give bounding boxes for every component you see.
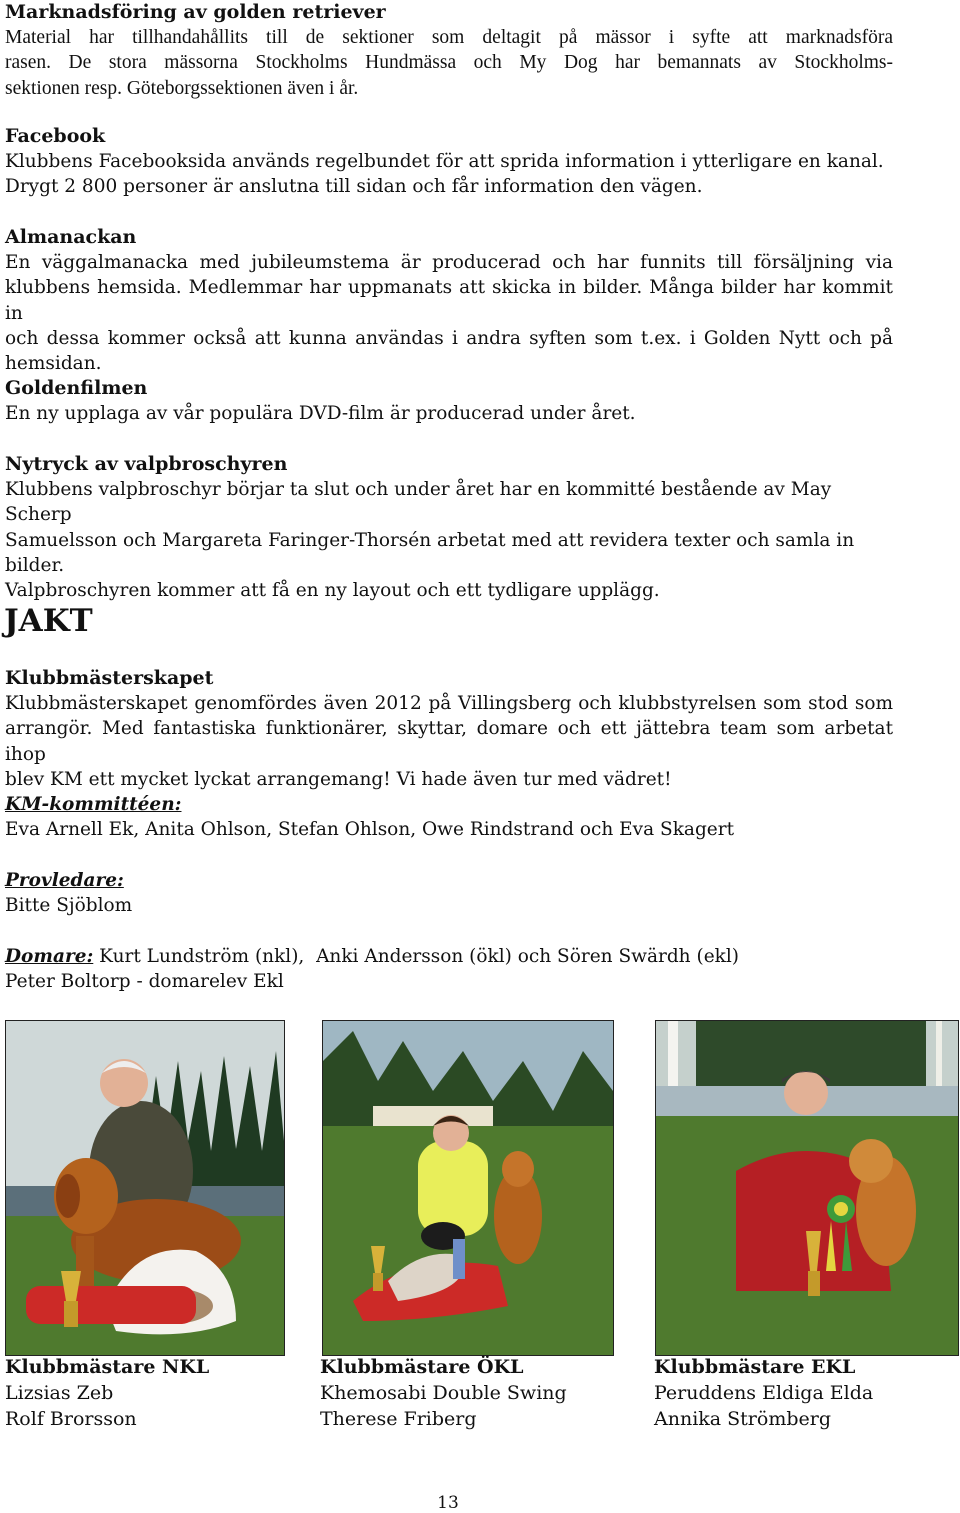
winner-dog: Khemosabi Double Swing (320, 1382, 567, 1404)
winner-caption-ekl (654, 1354, 873, 1432)
facebook-heading: Facebook (5, 125, 106, 147)
judges-label: Domare: (5, 946, 94, 967)
brochure-line: Klubbens valpbroschyr börjar ta slut och under året har en kommitté bestående av May Scherp (5, 479, 832, 526)
brochure-line: Valpbroschyren kommer att få en ny layout och ett tydligare upplägg. (5, 580, 660, 602)
marketing-line: rasen. De stora mässorna Stockholms Hundmässa och My Dog har bemannats av Stockholms- (5, 52, 893, 74)
marketing-line: sektionen resp. Göteborgssektionen även i år. (5, 77, 359, 99)
section-title: JAKT (4, 603, 93, 639)
film-line: En ny upplaga av vår populära DVD-film är producerad under året. (5, 403, 636, 424)
film-section (5, 376, 893, 426)
photo-ekl-winner (655, 1020, 959, 1356)
photo-okl-winner (322, 1020, 614, 1356)
film-heading: Goldenfilmen (5, 377, 148, 399)
winner-title: Klubbmästare ÖKL (320, 1356, 524, 1378)
championship-heading: Klubbmästerskapet (5, 667, 214, 689)
almanac-section (5, 225, 893, 376)
trial-leader-name: Bitte Sjöblom (5, 895, 133, 917)
facebook-line: Klubbens Facebooksida används regelbundet för att sprida information i ytterligare en kanal. (5, 151, 884, 172)
almanac-heading: Almanackan (5, 226, 137, 248)
almanac-line: hemsidan. (5, 353, 102, 375)
committee-names: Eva Arnell Ek, Anita Ohlson, Stefan Ohlson, Owe Rindstrand och Eva Skagert (5, 819, 735, 841)
almanac-line: En väggalmanacka med jubileumstema är producerad och har funnits till försäljning via (5, 252, 893, 273)
winner-caption-nkl (5, 1354, 209, 1432)
judges-section (5, 944, 893, 995)
winner-handler: Annika Strömberg (654, 1408, 831, 1430)
winner-dog: Lizsias Zeb (5, 1382, 114, 1404)
brochure-heading: Nytryck av valpbroschyren (5, 453, 288, 475)
winner-title: Klubbmästare EKL (654, 1356, 856, 1378)
championship-line: blev KM ett mycket lyckat arrangemang! Vi hade även tur med vädret! (5, 768, 672, 790)
brochure-section (5, 452, 893, 603)
winner-caption-okl (320, 1354, 567, 1432)
marketing-section (5, 0, 893, 101)
facebook-line: Drygt 2 800 personer är anslutna till sidan och får information den vägen. (5, 176, 703, 198)
facebook-section (5, 124, 893, 200)
winner-handler: Rolf Brorsson (5, 1408, 137, 1430)
almanac-line: klubbens hemsida. Medlemmar har uppmanats att skicka in bilder. Många bilder har kommit in (5, 277, 893, 324)
almanac-line: och dessa kommer också att kunna användas i andra syften som t.ex. i Golden Nytt och på (5, 327, 893, 349)
winner-dog: Peruddens Eldiga Elda (654, 1382, 874, 1404)
page-number: 13 (437, 1493, 459, 1513)
marketing-line: Material har tillhandahållits till de sektioner som deltagit på mässor i syfte att marknadsföra (5, 27, 893, 48)
championship-line: arrangör. Med fantastiska funktionärer, skyttar, domare och ett jättebra team som arbetat ihop (5, 718, 893, 765)
brochure-line: Samuelsson och Margareta Faringer-Thorsén arbetat med att revidera texter och samla in bilder. (5, 529, 855, 576)
championship-line: Klubbmästerskapet genomfördes även 2012 på Villingsberg och klubbstyrelsen som stod som (5, 693, 893, 714)
judges-line: Kurt Lundström (nkl), Anki Andersson (ökl) och Sören Swärdh (ekl) (93, 946, 739, 967)
committee-section (5, 792, 893, 843)
committee-label: KM-kommittéen: (5, 794, 182, 815)
photo-nkl-winner (5, 1020, 285, 1356)
trial-leader-section (5, 868, 893, 919)
marketing-heading: Marknadsföring av golden retriever (5, 1, 386, 23)
championship-section (5, 666, 893, 792)
trial-leader-label: Provledare: (5, 870, 124, 891)
winner-title: Klubbmästare NKL (5, 1356, 210, 1378)
winner-handler: Therese Friberg (320, 1408, 477, 1430)
judges-line: Peter Boltorp - domarelev Ekl (5, 971, 284, 993)
